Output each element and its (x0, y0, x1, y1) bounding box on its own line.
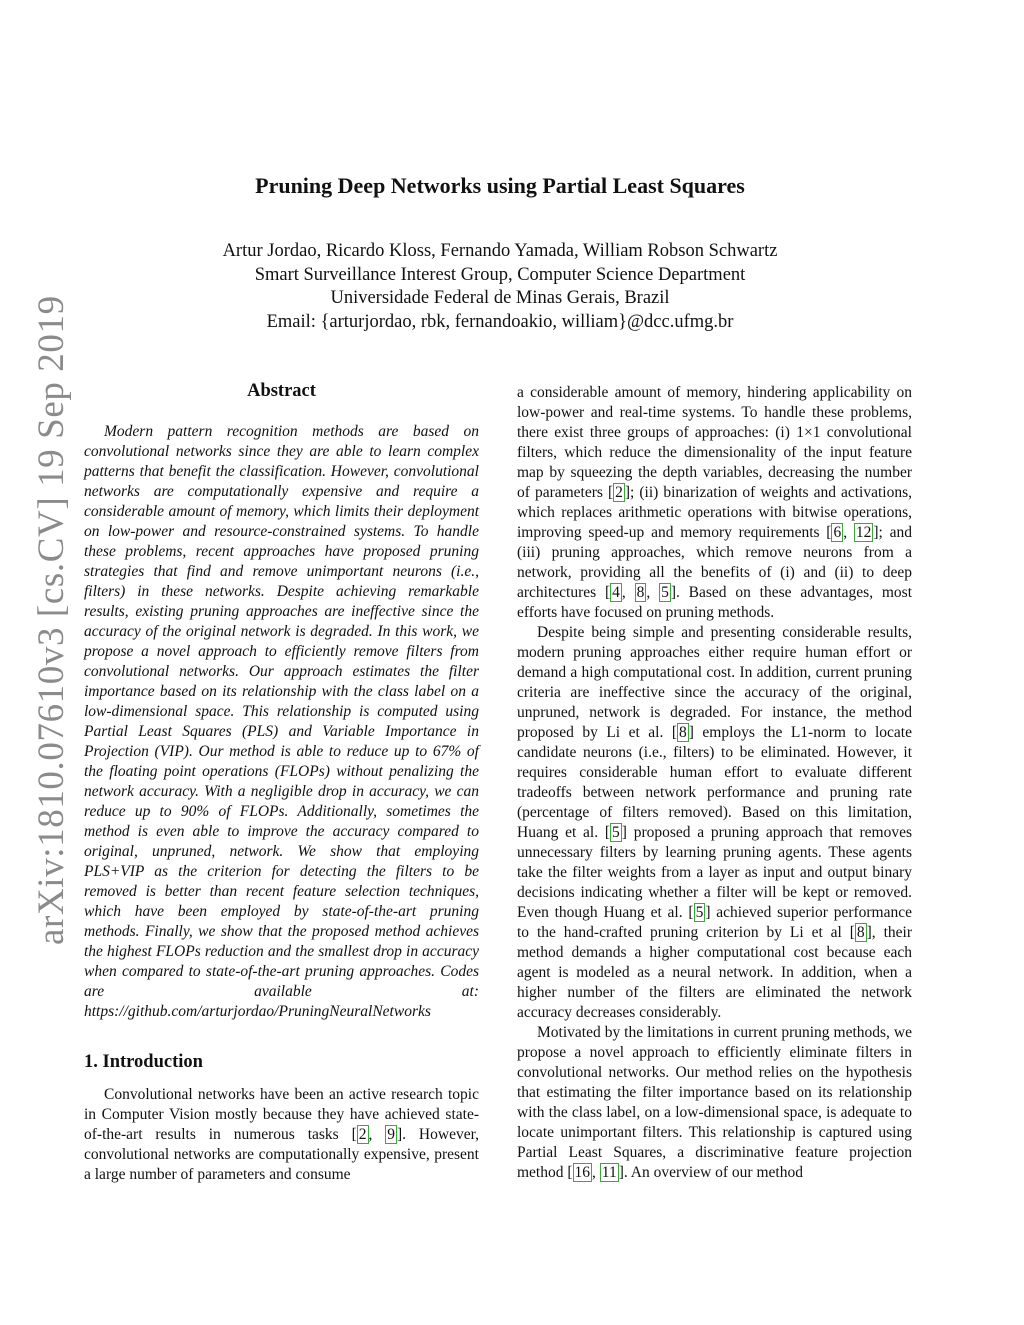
author-email: Email: {arturjordao, rbk, fernandoakio, william}@dcc.ufmg.br (266, 312, 734, 333)
text-run: ] employs the L1-norm to locate candidate neurons (i.e., filters) to be eliminated. However, it requires considerable human effort to evaluate different tradeoffs between network performance and pruning rate (percentage of filters removed). Based on this limitation, Huang et al. [ (517, 724, 912, 841)
citation-link[interactable]: 12 (855, 524, 872, 541)
citation-link[interactable]: 11 (601, 1164, 617, 1181)
text-run: ]; and (iii) pruning approaches, which remove neurons from a network, providing all the benefits of (i) and (ii) to deep architectures [ (517, 524, 912, 601)
text-run: , (621, 584, 635, 601)
abstract-text: Modern pattern recognition methods are based on convolutional networks since they are able to learn complex patterns that benefit the classification. However, convolutional networks are computationally expensive and require a considerable amount of memory, which limits their deployment on low-power and resource-constrained systems. To handle these problems, recent approaches have proposed pruning strategies that find and remove unimportant neurons (i.e., filters) in these networks. Despite achieving remarkable results, existing pruning approaches are ineffective since the accuracy of the original network is degraded. In this work, we propose a novel approach to efficiently remove filters from convolutional networks. Our approach estimates the filter importance based on its relationship with the class label on a low-dimensional space. This relationship is computed using Partial Least Squares (PLS) and Variable Importance in Projection (VIP). Our method is able to reduce up to 67% of the floating point operations (FLOPs) without penalizing the network accuracy. With a negligible drop in accuracy, we can reduce up to 90% of FLOPs. Additionally, sometimes the method is even able to improve the accuracy compared to original, unpruned, network. We show that employing PLS+VIP as the criterion for detecting the filters to be removed is better than recent feature selection techniques, which have been employed by state-of-the-art pruning methods. Finally, we show that the proposed method achieves the highest FLOPs reduction and the smallest drop in accuracy when compared to state-of-the-art pruning approaches. Codes are available at: https://github.com/arturjordao/PruningNeuralNetworks (84, 423, 479, 1020)
citation-link[interactable]: 5 (612, 824, 620, 841)
text-run: ]; (ii) binarization of weights and activations, which replaces arithmetic operations with bitwise operations, improving speed-up and memory requirements [ (517, 484, 912, 541)
text-run: a considerable amount of memory, hindering applicability on low-power and real-time systems. To handle these problems, there exist three groups of approaches: (i) 1×1 convolutional filters, which reduce the dimensionality of the input feature map by squeezing the depth variables, decreasing the number of parameters [ (517, 384, 912, 501)
citation-link[interactable]: 6 (833, 524, 842, 541)
intro-paragraph-1-continued (517, 383, 912, 623)
citation-link[interactable]: 8 (856, 924, 865, 941)
intro-paragraph-2 (517, 623, 912, 1023)
author-block (0, 240, 1000, 335)
text-run: ] proposed a pruning approach that removes unnecessary filters by learning pruning agents. These agents take the filter weights from a layer as input and output binary decisions indicating whether a filter will be kept or removed. Even though Huang et al. [ (517, 824, 912, 921)
text-run: Despite being simple and presenting considerable results, modern pruning approaches either require human effort or demand a high computational cost. In addition, current pruning criteria are ineffective since the accuracy of the original, unpruned, network is degraded. For instance, the method proposed by Li et al. [ (517, 624, 912, 741)
abstract-heading: Abstract (247, 381, 316, 401)
paper-title: Pruning Deep Networks using Partial Least Squares (255, 173, 745, 198)
text-run: , (592, 1164, 600, 1181)
text-run: ]. Based on these advantages, most efforts have focused on pruning methods. (517, 584, 913, 621)
text-run: ], their method demands a higher computational cost because each agent is modeled as a neural network. In addition, when a higher number of the filters are eliminated the network accuracy decreases considerably. (517, 924, 912, 1021)
left-column (84, 380, 479, 1185)
arxiv-identifier-stamp: arXiv:1810.07610v3 [cs.CV] 19 Sep 2019 (31, 295, 72, 945)
text-run: ]. An overview of our method (618, 1164, 803, 1181)
intro-paragraph-1 (84, 1085, 479, 1185)
right-column (517, 383, 912, 1183)
citation-link[interactable]: 8 (678, 724, 687, 741)
author-names: Artur Jordao, Ricardo Kloss, Fernando Yamada, William Robson Schwartz (222, 241, 778, 261)
text-run: ]. However, convolutional networks are computationally expensive, present a large number of parameters and consume (84, 1126, 479, 1183)
text-run: ] achieved superior performance to the hand-crafted pruning criterion by Li et al [ (517, 904, 912, 941)
intro-paragraph-3 (517, 1023, 912, 1183)
citation-link[interactable]: 5 (695, 904, 704, 921)
citation-link[interactable]: 2 (358, 1126, 367, 1143)
author-affiliation-group: Smart Surveillance Interest Group, Computer Science Department (254, 264, 746, 285)
citation-link[interactable]: 4 (612, 584, 620, 601)
citation-link[interactable]: 16 (574, 1164, 591, 1181)
section-heading-introduction: 1. Introduction (84, 1052, 203, 1072)
citation-link[interactable]: 8 (636, 584, 645, 601)
text-run: , (843, 524, 854, 541)
citation-link[interactable]: 2 (615, 484, 623, 501)
citation-link[interactable]: 5 (661, 584, 669, 601)
text-run: , (368, 1126, 386, 1143)
text-run: Convolutional networks have been an active research topic in Computer Vision mostly because they have achieved state-of-the-art results in numerous tasks [ (84, 1086, 479, 1143)
text-run: , (646, 584, 660, 601)
text-run: Motivated by the limitations in current pruning methods, we propose a novel approach to efficiently eliminate filters in convolutional networks. Our method relies on the hypothesis that estimating the filter importance based on its relationship with the class label, on a low-dimensional space, is adequate to locate unimportant filters. This relationship is captured using Partial Least Squares, a discriminative feature projection method [ (517, 1024, 912, 1181)
author-affiliation-university: Universidade Federal de Minas Gerais, Brazil (330, 288, 670, 309)
citation-link[interactable]: 9 (387, 1126, 396, 1143)
